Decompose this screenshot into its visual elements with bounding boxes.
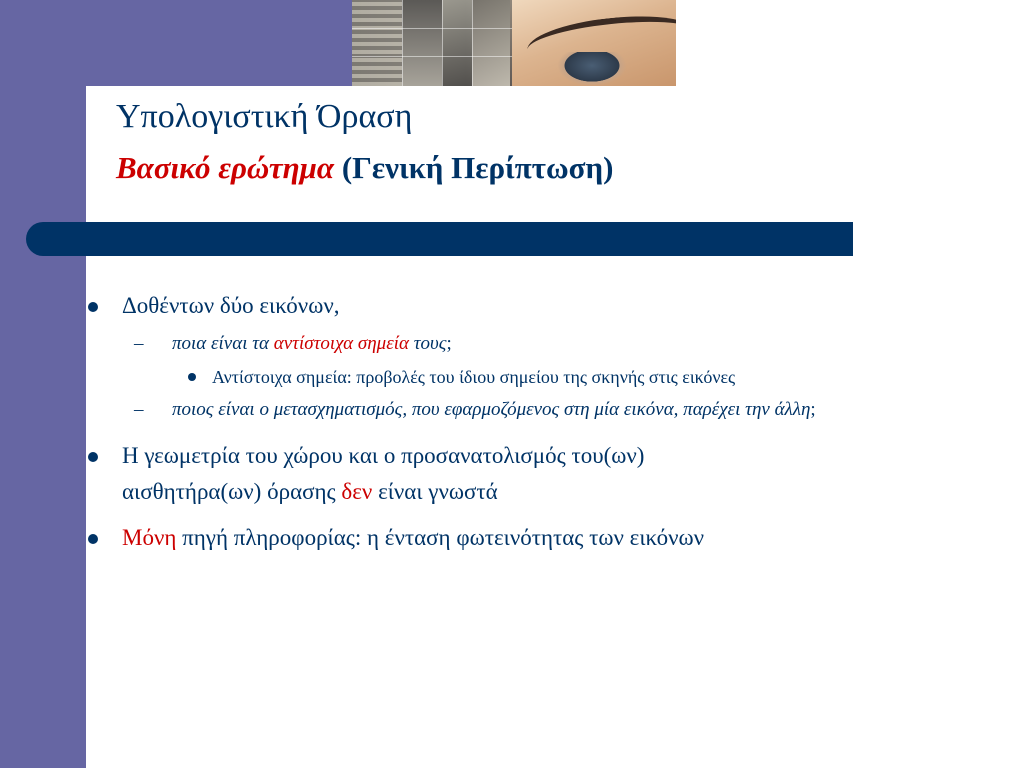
collage-divider <box>352 56 512 57</box>
bullet-1-sub-1-detail <box>86 364 1016 390</box>
bullet-dot <box>88 452 98 462</box>
collage-tile <box>472 0 510 86</box>
eye-iris <box>557 52 627 86</box>
bullet-1-text: Δοθέντων δύο εικόνων, <box>122 293 340 318</box>
subtitle-rest: Γενική Περίπτωση <box>352 150 604 185</box>
bullet-dot <box>88 534 98 544</box>
subtitle-italic: Βασικό ερώτημα <box>116 150 335 185</box>
bullet-3-red: Μόνη <box>122 525 177 550</box>
collage-tile <box>402 0 442 86</box>
bullet-3-rest: πηγή πληροφορίας: η ένταση φωτεινότητας των εικόνων <box>176 525 705 550</box>
subtitle-open: ( <box>334 150 353 185</box>
bullet-1-sub-1 <box>86 330 1016 358</box>
subtitle-close: ) <box>603 150 614 185</box>
bullet-2-red: δεν <box>341 479 373 504</box>
bullet-1 <box>86 288 1016 324</box>
sub-1-red: αντίστοιχα σημεία <box>273 333 409 354</box>
collage-divider <box>402 0 403 86</box>
top-right-white <box>676 0 1024 86</box>
bullet-2-line-2-post: είναι γνωστά <box>372 479 498 504</box>
side-band <box>0 0 86 768</box>
bullet-2-line-2-pre: αισθητήρα(ων) όρασης <box>122 479 342 504</box>
collage-divider <box>472 0 473 86</box>
collage-tile <box>442 0 472 86</box>
detail-text: Αντίστοιχα σημεία: προβολές του ίδιου σημείου της σκηνής στις εικόνες <box>212 367 736 387</box>
bullet-2 <box>86 438 1016 510</box>
slide-subtitle <box>116 150 613 186</box>
bullet-2-line-1: Η γεωμετρία του χώρου και ο προσανατολισμός του(ων) <box>122 443 645 468</box>
sub-2-end: ; <box>810 399 816 420</box>
title-divider-bar <box>26 222 853 256</box>
sub-1-end: ; <box>446 333 452 354</box>
collage-divider <box>442 0 443 86</box>
dash-marker: – <box>134 333 144 354</box>
header-image-collage <box>352 0 676 86</box>
sub-1-post: τους <box>408 333 447 354</box>
slide-body <box>86 288 1016 556</box>
sub-2-text: ποιος είναι ο μετασχηματισμός, που εφαρμοζόμενος στη μία εικόνα, παρέχει την άλλη <box>172 399 811 420</box>
collage-divider <box>352 28 512 29</box>
bullet-1-sub-2 <box>86 396 1016 424</box>
slide-title: Υπολογιστική Όραση <box>116 98 413 135</box>
dash-marker: – <box>134 399 144 420</box>
bullet-dot <box>88 302 98 312</box>
sub-1-pre: ποια είναι τα <box>172 333 274 354</box>
bullet-3 <box>86 520 1016 556</box>
collage-tile <box>352 0 402 86</box>
bullet-dot <box>188 373 196 381</box>
